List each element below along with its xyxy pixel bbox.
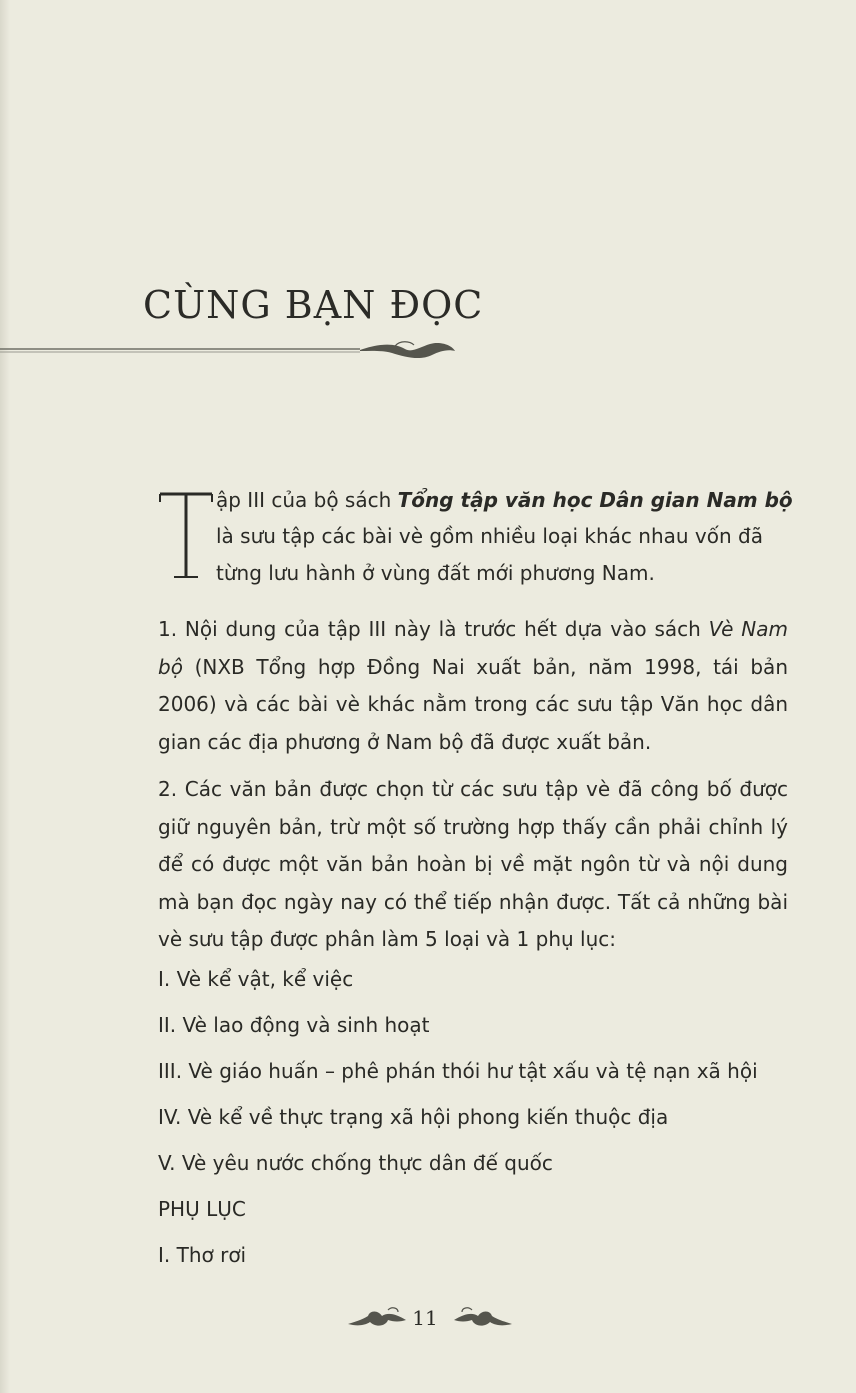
intro-text: ập III của bộ sách — [216, 488, 398, 512]
book-title: Tổng tập văn học Dân gian Nam bộ — [397, 488, 793, 512]
intro-line-2: là sưu tập các bài vè gồm nhiều loại khác nhau vốn đã — [216, 524, 763, 548]
paragraph-2: 2. Các văn bản được chọn từ các sưu tập vè đã công bố được giữ nguyên bản, trừ một số trường hợp thấy cần phải chỉnh lý để có được một văn bản hoàn bị về mặt ngôn từ và nội dung mà bạn đọc ngày nay có thể tiếp nhận được. Tất cả những bài vè sưu tập được phân làm 5 loại và 1 phụ lục: — [158, 777, 788, 951]
paragraph-1 — [158, 611, 788, 761]
flourish-right-icon — [452, 1306, 512, 1332]
title-flourish-rule — [0, 341, 460, 363]
list-item: V. Vè yêu nước chống thực dân đế quốc — [158, 1151, 553, 1175]
page-title: CÙNG BẠN ĐỌC — [143, 283, 484, 327]
intro-line-3: từng lưu hành ở vùng đất mới phương Nam. — [216, 561, 655, 585]
list-item: I. Thơ rơi — [158, 1243, 247, 1267]
category-list — [158, 964, 758, 1286]
intro-paragraph — [158, 486, 798, 586]
paragraph-1-text-b: (NXB Tổng hợp Đồng Nai xuất bản, năm 1998, tái bản 2006) và các bài vè khác nằm trong các sưu tập Văn học dân gian các địa phương ở Nam bộ đã được xuất bản. — [158, 654, 788, 754]
dropcap-letter — [158, 492, 214, 580]
list-item: II. Vè lao động và sinh hoạt — [158, 1013, 430, 1037]
page-edge-shadow — [0, 0, 10, 1393]
page-footer — [340, 1300, 510, 1340]
ve-nam-bo-title: Vè Nam bộ — [158, 617, 788, 679]
page-number: 11 — [412, 1306, 438, 1330]
list-item: PHỤ LỤC — [158, 1197, 246, 1221]
list-item: I. Vè kể vật, kể việc — [158, 967, 354, 991]
intro-line-1 — [216, 488, 793, 512]
list-item: III. Vè giáo huấn – phê phán thói hư tật xấu và tệ nạn xã hội — [158, 1059, 758, 1083]
list-item: IV. Vè kể về thực trạng xã hội phong kiến thuộc địa — [158, 1105, 669, 1129]
paragraph-1-text-a: 1. Nội dung của tập III này là trước hết dựa vào sách — [158, 617, 709, 641]
